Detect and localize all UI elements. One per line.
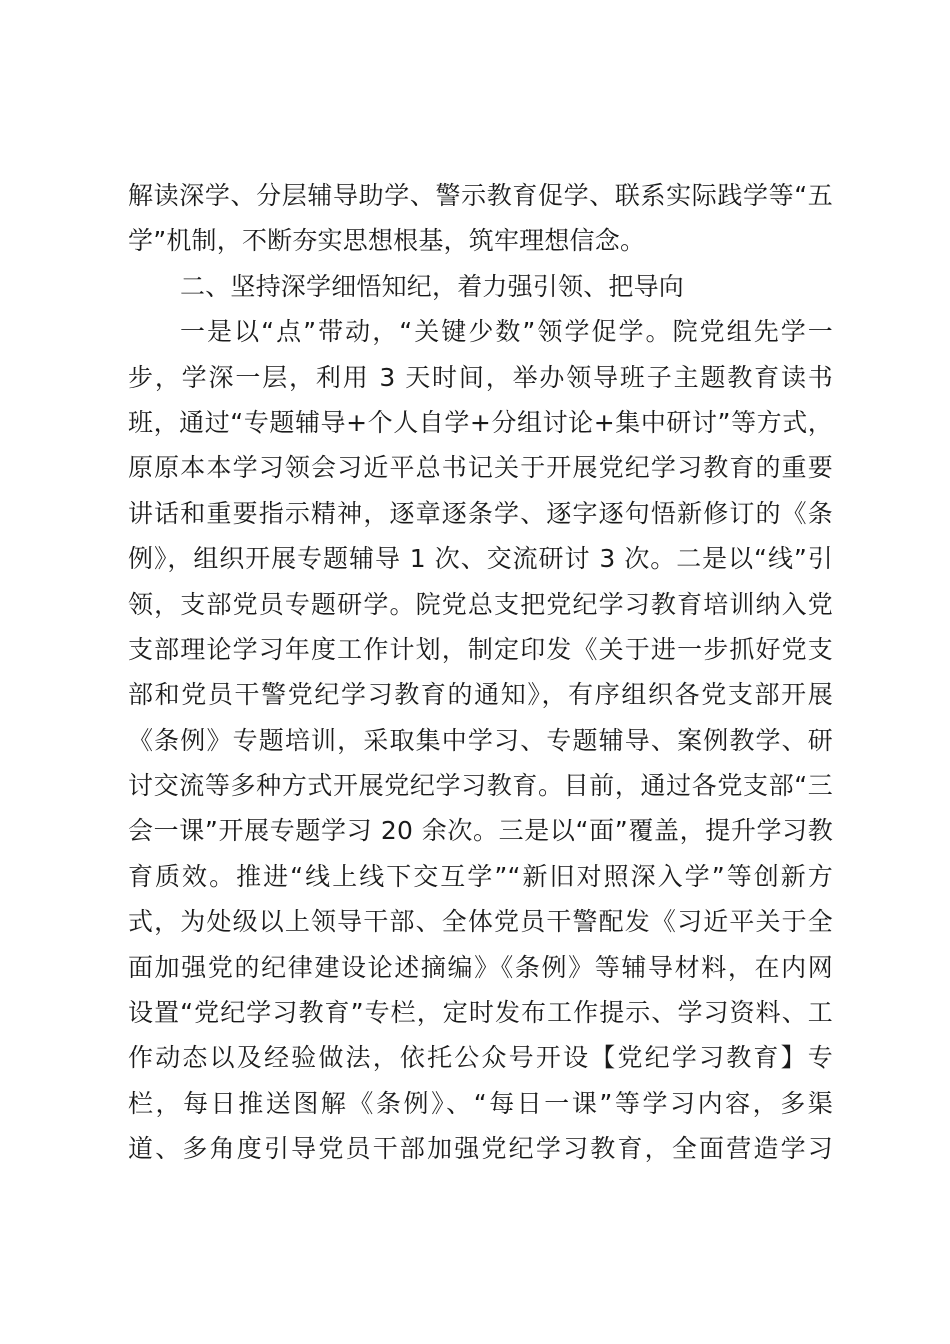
document-body xyxy=(128,173,833,1172)
text-line: 会一课”开展专题学习 20 余次。三是以“面”覆盖，提升学习教 xyxy=(128,816,833,846)
text-line: 部和党员干警党纪学习教育的通知》，有序组织各党支部开展 xyxy=(128,680,833,710)
text-line: 讲话和重要指示精神，逐章逐条学、逐字逐句悟新修订的《条 xyxy=(128,498,833,528)
text-line: 面加强党的纪律建设论述摘编》《条例》等辅导材料，在内网 xyxy=(128,952,833,982)
text-line: 作动态以及经验做法，依托公众号开设【党纪学习教育】专 xyxy=(128,1043,833,1073)
text-line: 讨交流等多种方式开展党纪学习教育。目前，通过各党支部“三 xyxy=(128,771,833,801)
text-line: 《条例》专题培训，采取集中学习、专题辅导、案例教学、研 xyxy=(128,725,833,755)
text-line: 班，通过“专题辅导+个人自学+分组讨论+集中研讨”等方式， xyxy=(128,407,833,437)
text-line: 式，为处级以上领导干部、全体党员干警配发《习近平关于全 xyxy=(128,907,833,937)
text-line: 支部理论学习年度工作计划，制定印发《关于进一步抓好党支 xyxy=(128,634,833,664)
text-line: 领，支部党员专题研学。院党总支把党纪学习教育培训纳入党 xyxy=(128,589,833,619)
text-line: 例》，组织开展专题辅导 1 次、交流研讨 3 次。二是以“线”引 xyxy=(128,544,833,574)
text-line: 设置“党纪学习教育”专栏，定时发布工作提示、学习资料、工 xyxy=(128,998,833,1028)
text-line: 育质效。推进“线上线下交互学”“新旧对照深入学”等创新方 xyxy=(128,861,833,891)
text-line: 步，学深一层，利用 3 天时间，举办领导班子主题教育读书 xyxy=(128,362,833,392)
text-line: 栏，每日推送图解《条例》、“每日一课”等学习内容，多渠 xyxy=(128,1088,833,1118)
text-line: 学”机制，不断夯实思想根基，筑牢理想信念。 xyxy=(128,226,646,256)
text-line: 道、多角度引导党员干部加强党纪学习教育，全面营造学习 xyxy=(128,1134,833,1164)
text-line: 解读深学、分层辅导助学、警示教育促学、联系实际践学等“五 xyxy=(128,181,833,210)
section-heading: 二、坚持深学细悟知纪，着力强引领、把导向 xyxy=(180,271,685,301)
text-line: 一是以“点”带动，“关键少数”领学促学。院党组先学一 xyxy=(180,317,833,347)
text-line: 原原本本学习领会习近平总书记关于开展党纪学习教育的重要 xyxy=(128,453,833,483)
